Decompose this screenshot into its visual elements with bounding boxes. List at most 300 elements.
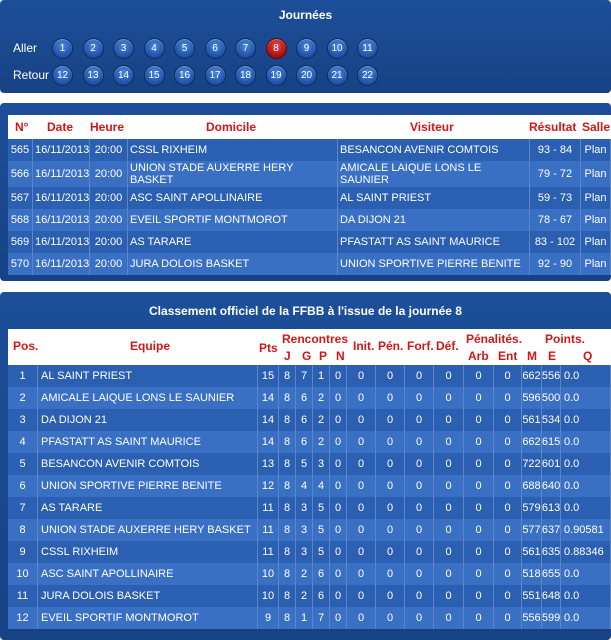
ranking-pts: 10 (258, 563, 279, 585)
ranking-forf: 0 (405, 387, 434, 409)
ranking-def: 0 (434, 365, 464, 387)
ranking-def: 0 (434, 431, 464, 453)
ranking-q: 0.0 (561, 607, 611, 629)
round-button-14[interactable]: 14 (113, 65, 134, 86)
ranking-pen: 0 (376, 409, 405, 431)
ranking-e: 640 (542, 475, 561, 497)
header-j: J (284, 349, 291, 363)
result-row (8, 139, 611, 161)
ranking-pen: 0 (376, 365, 405, 387)
ranking-n: 0 (330, 365, 347, 387)
result-domicile: JURA DOLOIS BASKET (128, 253, 338, 275)
ranking-g: 3 (296, 541, 313, 563)
ranking-pts: 11 (258, 497, 279, 519)
ranking-pts: 14 (258, 387, 279, 409)
ranking-ent: 0 (494, 409, 522, 431)
ranking-def: 0 (434, 497, 464, 519)
ranking-init: 0 (347, 387, 376, 409)
ranking-g: 2 (296, 563, 313, 585)
ranking-pen: 0 (376, 453, 405, 475)
round-button-5[interactable]: 5 (174, 38, 195, 59)
ranking-j: 8 (279, 541, 296, 563)
ranking-equipe: BESANCON AVENIR COMTOIS (38, 453, 258, 475)
ranking-init: 0 (347, 541, 376, 563)
ranking-n: 0 (330, 387, 347, 409)
ranking-def: 0 (434, 409, 464, 431)
ranking-equipe: DA DIJON 21 (38, 409, 258, 431)
ranking-m: 518 (522, 563, 542, 585)
ranking-j: 8 (279, 585, 296, 607)
ranking-n: 0 (330, 519, 347, 541)
round-button-15[interactable]: 15 (144, 65, 165, 86)
rounds-panel (0, 0, 611, 93)
ranking-row (8, 541, 611, 563)
ranking-p: 3 (313, 453, 330, 475)
ranking-pts: 11 (258, 541, 279, 563)
ranking-g: 2 (296, 585, 313, 607)
ranking-ent: 0 (494, 541, 522, 563)
result-num: 568 (8, 209, 33, 231)
ranking-j: 8 (279, 453, 296, 475)
ranking-init: 0 (347, 453, 376, 475)
ranking-g: 6 (296, 387, 313, 409)
ranking-p: 5 (313, 541, 330, 563)
header-penalites: Pénalités. (466, 332, 523, 346)
result-row (8, 253, 611, 275)
round-button-6[interactable]: 6 (205, 38, 226, 59)
ranking-pen: 0 (376, 475, 405, 497)
result-resultat: 93 - 84 (530, 139, 581, 161)
ranking-arb: 0 (464, 497, 494, 519)
ranking-g: 6 (296, 431, 313, 453)
round-button-17[interactable]: 17 (205, 65, 226, 86)
result-salle[interactable]: Plan (581, 187, 611, 209)
ranking-init: 0 (347, 519, 376, 541)
round-button-12[interactable]: 12 (52, 65, 73, 86)
round-button-22[interactable]: 22 (357, 65, 378, 86)
result-visiteur: PFASTATT AS SAINT MAURICE (338, 231, 530, 253)
ranking-pos: 8 (8, 519, 38, 541)
ranking-pen: 0 (376, 519, 405, 541)
ranking-arb: 0 (464, 519, 494, 541)
ranking-forf: 0 (405, 607, 434, 629)
header-salle: Salle (582, 120, 611, 134)
result-salle[interactable]: Plan (581, 209, 611, 231)
result-visiteur: DA DIJON 21 (338, 209, 530, 231)
ranking-header (8, 329, 611, 365)
result-domicile: CSSL RIXHEIM (128, 139, 338, 161)
round-button-1[interactable]: 1 (52, 38, 73, 59)
ranking-pts: 13 (258, 453, 279, 475)
ranking-m: 551 (522, 585, 542, 607)
ranking-m: 596 (522, 387, 542, 409)
ranking-arb: 0 (464, 409, 494, 431)
ranking-j: 8 (279, 387, 296, 409)
ranking-init: 0 (347, 409, 376, 431)
aller-row (0, 37, 388, 59)
ranking-q: 0.0 (561, 409, 611, 431)
ranking-row (8, 585, 611, 607)
ranking-n: 0 (330, 585, 347, 607)
result-heure: 20:00 (90, 231, 128, 253)
header-domicile: Domicile (206, 120, 257, 134)
header-g: G (302, 349, 312, 363)
ranking-m: 662 (522, 431, 542, 453)
result-row (8, 161, 611, 187)
ranking-q: 0.90581 (561, 519, 611, 541)
ranking-ent: 0 (494, 431, 522, 453)
aller-label: Aller (13, 41, 38, 55)
result-num: 566 (8, 161, 33, 187)
result-heure: 20:00 (90, 209, 128, 231)
header-n: N (336, 349, 345, 363)
ranking-def: 0 (434, 607, 464, 629)
ranking-q: 0.0 (561, 387, 611, 409)
retour-buttons (52, 65, 388, 86)
ranking-pen: 0 (376, 431, 405, 453)
ranking-forf: 0 (405, 497, 434, 519)
ranking-arb: 0 (464, 585, 494, 607)
ranking-q: 0.0 (561, 585, 611, 607)
ranking-def: 0 (434, 453, 464, 475)
ranking-e: 615 (542, 431, 561, 453)
ranking-row (8, 387, 611, 409)
ranking-j: 8 (279, 365, 296, 387)
ranking-equipe: UNION SPORTIVE PIERRE BENITE (38, 475, 258, 497)
ranking-def: 0 (434, 387, 464, 409)
ranking-m: 579 (522, 497, 542, 519)
result-date: 16/11/2013 (33, 187, 90, 209)
ranking-forf: 0 (405, 431, 434, 453)
ranking-g: 1 (296, 607, 313, 629)
ranking-m: 561 (522, 541, 542, 563)
ranking-p: 7 (313, 607, 330, 629)
round-button-2[interactable]: 2 (83, 38, 104, 59)
ranking-equipe: EVEIL SPORTIF MONTMOROT (38, 607, 258, 629)
ranking-p: 4 (313, 475, 330, 497)
ranking-equipe: AMICALE LAIQUE LONS LE SAUNIER (38, 387, 258, 409)
ranking-ent: 0 (494, 453, 522, 475)
ranking-g: 4 (296, 475, 313, 497)
result-visiteur: UNION SPORTIVE PIERRE BENITE (338, 253, 530, 275)
ranking-pts: 10 (258, 585, 279, 607)
result-date: 16/11/2013 (33, 253, 90, 275)
result-visiteur: BESANCON AVENIR COMTOIS (338, 139, 530, 161)
ranking-pen: 0 (376, 541, 405, 563)
result-date: 16/11/2013 (33, 139, 90, 161)
ranking-pos: 9 (8, 541, 38, 563)
ranking-arb: 0 (464, 431, 494, 453)
ranking-forf: 0 (405, 541, 434, 563)
ranking-forf: 0 (405, 409, 434, 431)
result-heure: 20:00 (90, 253, 128, 275)
ranking-ent: 0 (494, 365, 522, 387)
ranking-pts: 15 (258, 365, 279, 387)
ranking-init: 0 (347, 365, 376, 387)
header-heure: Heure (90, 120, 125, 134)
header-date: Date (47, 120, 74, 134)
ranking-p: 6 (313, 563, 330, 585)
ranking-e: 601 (542, 453, 561, 475)
round-button-20[interactable]: 20 (296, 65, 317, 86)
ranking-j: 8 (279, 607, 296, 629)
header-pos: Pos. (13, 339, 39, 353)
ranking-pos: 6 (8, 475, 38, 497)
ranking-row (8, 409, 611, 431)
ranking-ent: 0 (494, 585, 522, 607)
ranking-p: 2 (313, 431, 330, 453)
round-button-9[interactable]: 9 (296, 38, 317, 59)
ranking-equipe: AL SAINT PRIEST (38, 365, 258, 387)
ranking-pos: 7 (8, 497, 38, 519)
ranking-pen: 0 (376, 607, 405, 629)
ranking-n: 0 (330, 453, 347, 475)
ranking-pen: 0 (376, 563, 405, 585)
ranking-pts: 11 (258, 519, 279, 541)
ranking-ent: 0 (494, 497, 522, 519)
ranking-pts: 12 (258, 475, 279, 497)
header-forf: Forf. (407, 339, 434, 353)
ranking-p: 2 (313, 409, 330, 431)
round-button-11[interactable]: 11 (357, 38, 378, 59)
ranking-arb: 0 (464, 475, 494, 497)
ranking-pos: 12 (8, 607, 38, 629)
ranking-row (8, 497, 611, 519)
ranking-q: 0.0 (561, 431, 611, 453)
ranking-title: Classement officiel de la FFBB à l'issue de la journée 8 (149, 304, 462, 318)
ranking-q: 0.88346 (561, 541, 611, 563)
ranking-arb: 0 (464, 563, 494, 585)
ranking-e: 599 (542, 607, 561, 629)
result-row (8, 231, 611, 253)
round-button-13[interactable]: 13 (83, 65, 104, 86)
round-button-19[interactable]: 19 (266, 65, 287, 86)
ranking-ent: 0 (494, 387, 522, 409)
result-domicile: UNION STADE AUXERRE HERY BASKET (128, 161, 338, 187)
ranking-p: 1 (313, 365, 330, 387)
header-points: Points. (545, 332, 586, 346)
ranking-p: 6 (313, 585, 330, 607)
result-salle[interactable]: Plan (581, 139, 611, 161)
ranking-init: 0 (347, 607, 376, 629)
round-button-21[interactable]: 21 (327, 65, 348, 86)
result-num: 567 (8, 187, 33, 209)
result-date: 16/11/2013 (33, 161, 90, 187)
result-num: 569 (8, 231, 33, 253)
header-e: E (548, 349, 557, 363)
ranking-m: 688 (522, 475, 542, 497)
header-p: P (319, 349, 328, 363)
ranking-forf: 0 (405, 453, 434, 475)
result-salle[interactable]: Plan (581, 253, 611, 275)
ranking-forf: 0 (405, 365, 434, 387)
ranking-equipe: ASC SAINT APOLLINAIRE (38, 563, 258, 585)
ranking-pen: 0 (376, 585, 405, 607)
ranking-n: 0 (330, 431, 347, 453)
ranking-arb: 0 (464, 607, 494, 629)
ranking-e: 637 (542, 519, 561, 541)
ranking-e: 500 (542, 387, 561, 409)
result-resultat: 78 - 67 (530, 209, 581, 231)
ranking-q: 0.0 (561, 475, 611, 497)
ranking-j: 8 (279, 563, 296, 585)
ranking-row (8, 519, 611, 541)
ranking-g: 3 (296, 497, 313, 519)
round-button-16[interactable]: 16 (174, 65, 195, 86)
ranking-def: 0 (434, 519, 464, 541)
ranking-init: 0 (347, 585, 376, 607)
ranking-q: 0.0 (561, 365, 611, 387)
header-arb: Arb (468, 349, 489, 363)
ranking-m: 662 (522, 365, 542, 387)
ranking-ent: 0 (494, 475, 522, 497)
ranking-arb: 0 (464, 387, 494, 409)
rounds-title: Journées (278, 8, 333, 22)
ranking-j: 8 (279, 519, 296, 541)
result-resultat: 83 - 102 (530, 231, 581, 253)
ranking-arb: 0 (464, 365, 494, 387)
header-pen: Pén. (378, 339, 404, 353)
result-date: 16/11/2013 (33, 209, 90, 231)
result-resultat: 79 - 72 (530, 161, 581, 187)
ranking-def: 0 (434, 475, 464, 497)
round-button-8[interactable]: 8 (266, 38, 287, 59)
ranking-g: 6 (296, 409, 313, 431)
result-row (8, 209, 611, 231)
round-button-4[interactable]: 4 (144, 38, 165, 59)
ranking-m: 577 (522, 519, 542, 541)
ranking-pos: 3 (8, 409, 38, 431)
ranking-row (8, 453, 611, 475)
ranking-e: 556 (542, 365, 561, 387)
ranking-ent: 0 (494, 519, 522, 541)
ranking-row (8, 431, 611, 453)
header-resultat: Résultat (529, 120, 577, 134)
header-def: Déf. (436, 339, 459, 353)
result-heure: 20:00 (90, 161, 128, 187)
header-num: N° (15, 120, 29, 134)
ranking-pos: 1 (8, 365, 38, 387)
ranking-j: 8 (279, 431, 296, 453)
ranking-pts: 14 (258, 409, 279, 431)
ranking-p: 2 (313, 387, 330, 409)
ranking-m: 561 (522, 409, 542, 431)
ranking-equipe: PFASTATT AS SAINT MAURICE (38, 431, 258, 453)
ranking-equipe: JURA DOLOIS BASKET (38, 585, 258, 607)
ranking-arb: 0 (464, 541, 494, 563)
ranking-e: 613 (542, 497, 561, 519)
result-salle[interactable]: Plan (581, 161, 611, 187)
result-domicile: AS TARARE (128, 231, 338, 253)
ranking-forf: 0 (405, 585, 434, 607)
header-equipe: Equipe (130, 339, 171, 353)
result-heure: 20:00 (90, 187, 128, 209)
ranking-def: 0 (434, 541, 464, 563)
ranking-q: 0.0 (561, 563, 611, 585)
result-visiteur: AMICALE LAIQUE LONS LE SAUNIER (338, 161, 530, 187)
ranking-row (8, 563, 611, 585)
header-q: Q (583, 349, 593, 363)
ranking-g: 3 (296, 519, 313, 541)
ranking-n: 0 (330, 541, 347, 563)
header-pts: Pts (259, 341, 278, 355)
header-rencontres: Rencontres (282, 332, 349, 346)
ranking-n: 0 (330, 409, 347, 431)
round-button-3[interactable]: 3 (113, 38, 134, 59)
ranking-forf: 0 (405, 475, 434, 497)
ranking-row (8, 365, 611, 387)
ranking-q: 0.0 (561, 453, 611, 475)
ranking-e: 534 (542, 409, 561, 431)
ranking-equipe: UNION STADE AUXERRE HERY BASKET (38, 519, 258, 541)
round-button-10[interactable]: 10 (327, 38, 348, 59)
ranking-panel (0, 292, 611, 640)
ranking-forf: 0 (405, 563, 434, 585)
round-button-7[interactable]: 7 (235, 38, 256, 59)
ranking-e: 655 (542, 563, 561, 585)
ranking-pts: 14 (258, 431, 279, 453)
aller-buttons (52, 38, 388, 59)
ranking-pen: 0 (376, 387, 405, 409)
ranking-ent: 0 (494, 563, 522, 585)
ranking-pos: 4 (8, 431, 38, 453)
ranking-n: 0 (330, 475, 347, 497)
round-button-18[interactable]: 18 (235, 65, 256, 86)
result-num: 565 (8, 139, 33, 161)
ranking-def: 0 (434, 563, 464, 585)
result-row (8, 187, 611, 209)
results-panel (0, 103, 611, 281)
result-domicile: ASC SAINT APOLLINAIRE (128, 187, 338, 209)
ranking-n: 0 (330, 497, 347, 519)
result-domicile: EVEIL SPORTIF MONTMOROT (128, 209, 338, 231)
ranking-g: 7 (296, 365, 313, 387)
ranking-init: 0 (347, 475, 376, 497)
result-resultat: 92 - 90 (530, 253, 581, 275)
ranking-j: 8 (279, 497, 296, 519)
ranking-ent: 0 (494, 607, 522, 629)
ranking-n: 0 (330, 607, 347, 629)
ranking-pos: 11 (8, 585, 38, 607)
ranking-init: 0 (347, 431, 376, 453)
header-init: Init. (353, 339, 375, 353)
ranking-pen: 0 (376, 497, 405, 519)
ranking-equipe: AS TARARE (38, 497, 258, 519)
ranking-init: 0 (347, 563, 376, 585)
result-heure: 20:00 (90, 139, 128, 161)
ranking-pos: 10 (8, 563, 38, 585)
results-header (8, 115, 611, 139)
ranking-pos: 5 (8, 453, 38, 475)
result-date: 16/11/2013 (33, 231, 90, 253)
ranking-e: 648 (542, 585, 561, 607)
result-resultat: 59 - 73 (530, 187, 581, 209)
ranking-p: 5 (313, 497, 330, 519)
ranking-equipe: CSSL RIXHEIM (38, 541, 258, 563)
ranking-e: 635 (542, 541, 561, 563)
result-num: 570 (8, 253, 33, 275)
ranking-q: 0.0 (561, 497, 611, 519)
retour-label: Retour (13, 68, 50, 82)
ranking-m: 722 (522, 453, 542, 475)
ranking-row (8, 475, 611, 497)
result-salle[interactable]: Plan (581, 231, 611, 253)
header-visiteur: Visiteur (410, 120, 454, 134)
ranking-j: 8 (279, 409, 296, 431)
ranking-def: 0 (434, 585, 464, 607)
header-m: M (527, 349, 537, 363)
result-visiteur: AL SAINT PRIEST (338, 187, 530, 209)
